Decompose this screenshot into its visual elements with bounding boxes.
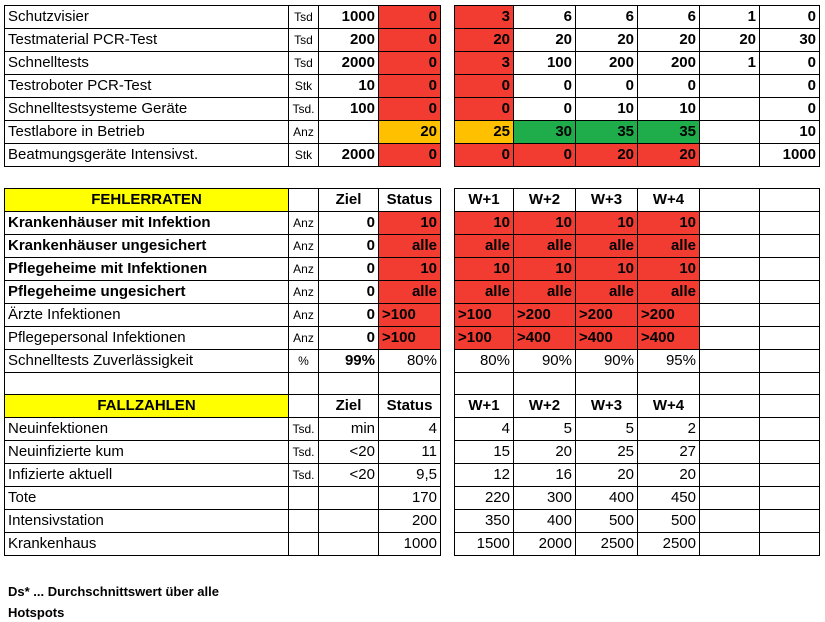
ds-cell: 1 — [700, 52, 760, 75]
w2-cell: 0 — [514, 75, 576, 98]
header-status: Status — [379, 189, 441, 212]
w2-cell: 10 — [514, 212, 576, 235]
w4-cell: 500 — [638, 510, 700, 533]
row-unit: Anz — [289, 304, 319, 327]
status-cell: 4 — [379, 418, 441, 441]
fallzahlen-header-row — [5, 395, 820, 418]
empty-cell — [760, 487, 820, 510]
status-cell: alle — [379, 235, 441, 258]
header-w1: W+1 — [455, 395, 514, 418]
ds-cell — [700, 98, 760, 121]
fallzahlen-row — [5, 533, 820, 556]
row-label: Ärzte Infektionen — [5, 304, 289, 327]
row-unit — [289, 533, 319, 556]
w3-cell: alle — [576, 235, 638, 258]
last-cell: 1000 — [760, 144, 820, 167]
empty-cell — [760, 189, 820, 212]
gap-cell — [441, 281, 455, 304]
row-label: Pflegeheime mit Infektionen — [5, 258, 289, 281]
ziel-cell: 0 — [319, 258, 379, 281]
w4-cell: 10 — [638, 212, 700, 235]
empty-cell — [760, 373, 820, 395]
row-unit: Stk — [289, 144, 319, 167]
spacer-row — [5, 373, 820, 395]
w4-cell: 2 — [638, 418, 700, 441]
w1-cell: 3 — [455, 6, 514, 29]
row-label: Testroboter PCR-Test — [5, 75, 289, 98]
ziel-cell: min — [319, 418, 379, 441]
w2-cell: alle — [514, 235, 576, 258]
row-unit: Anz — [289, 258, 319, 281]
w3-cell: 0 — [576, 75, 638, 98]
w3-cell: 400 — [576, 487, 638, 510]
target-cell: 2000 — [319, 144, 379, 167]
fehlerraten-row — [5, 235, 820, 258]
gap-cell — [441, 121, 455, 144]
w4-cell: >200 — [638, 304, 700, 327]
w4-cell: 35 — [638, 121, 700, 144]
header-w2: W+2 — [514, 189, 576, 212]
w2-cell: 100 — [514, 52, 576, 75]
fehlerraten-title: FEHLERRATEN — [5, 189, 289, 212]
w4-cell: 20 — [638, 144, 700, 167]
empty-cell — [760, 327, 820, 350]
empty-cell — [700, 441, 760, 464]
ds-cell: 20 — [700, 29, 760, 52]
empty-cell — [5, 373, 289, 395]
w3-cell: >200 — [576, 304, 638, 327]
w1-cell: 10 — [455, 258, 514, 281]
row-unit: Tsd. — [289, 464, 319, 487]
status-cell: 0 — [379, 144, 441, 167]
header-w4: W+4 — [638, 395, 700, 418]
empty-cell — [289, 189, 319, 212]
row-label: Tote — [5, 487, 289, 510]
fallzahlen-row — [5, 510, 820, 533]
gap-cell — [441, 395, 455, 418]
w3-cell: 2500 — [576, 533, 638, 556]
fehlerraten-row — [5, 281, 820, 304]
w3-cell: 500 — [576, 510, 638, 533]
row-unit — [289, 487, 319, 510]
status-cell: >100 — [379, 304, 441, 327]
w1-cell: 15 — [455, 441, 514, 464]
row-label: Beatmungsgeräte Intensivst. — [5, 144, 289, 167]
row-label: Neuinfektionen — [5, 418, 289, 441]
empty-cell — [700, 510, 760, 533]
gap-cell — [441, 418, 455, 441]
w1-cell: 25 — [455, 121, 514, 144]
w1-cell: 1500 — [455, 533, 514, 556]
supply-row — [5, 121, 820, 144]
gap-cell — [441, 212, 455, 235]
status-cell: 20 — [379, 121, 441, 144]
w4-cell: 20 — [638, 464, 700, 487]
gap-cell — [441, 304, 455, 327]
ds-cell — [700, 75, 760, 98]
w3-cell: 5 — [576, 418, 638, 441]
w4-cell: alle — [638, 281, 700, 304]
w4-cell: alle — [638, 235, 700, 258]
supply-row — [5, 144, 820, 167]
status-cell: 1000 — [379, 533, 441, 556]
w2-cell: 30 — [514, 121, 576, 144]
status-cell: 200 — [379, 510, 441, 533]
w4-cell: 20 — [638, 29, 700, 52]
w2-cell: 6 — [514, 6, 576, 29]
w3-cell: 20 — [576, 29, 638, 52]
status-cell: >100 — [379, 327, 441, 350]
ziel-cell: 0 — [319, 304, 379, 327]
empty-cell — [700, 304, 760, 327]
empty-cell — [700, 373, 760, 395]
row-label: Krankenhäuser mit Infektion — [5, 212, 289, 235]
target-cell: 100 — [319, 98, 379, 121]
empty-cell — [760, 464, 820, 487]
gap-cell — [441, 441, 455, 464]
ziel-cell: <20 — [319, 464, 379, 487]
w4-cell: 10 — [638, 98, 700, 121]
row-unit: Tsd — [289, 29, 319, 52]
supply-row — [5, 29, 820, 52]
w3-cell: 35 — [576, 121, 638, 144]
w2-cell: >400 — [514, 327, 576, 350]
fallzahlen-row — [5, 418, 820, 441]
row-unit: Anz — [289, 212, 319, 235]
row-unit: Tsd. — [289, 418, 319, 441]
empty-cell — [576, 373, 638, 395]
empty-cell — [700, 235, 760, 258]
empty-cell — [760, 212, 820, 235]
w1-cell: 4 — [455, 418, 514, 441]
header-w3: W+3 — [576, 189, 638, 212]
header-ziel: Ziel — [319, 189, 379, 212]
footnote-line1: Ds* ... Durchschnittswert über alle — [8, 584, 219, 599]
status-cell: 0 — [379, 75, 441, 98]
w2-cell: >200 — [514, 304, 576, 327]
fallzahlen-row — [5, 464, 820, 487]
w1-cell: 0 — [455, 144, 514, 167]
status-cell: 0 — [379, 29, 441, 52]
fehlerraten-header-row — [5, 189, 820, 212]
row-label: Schnelltests Zuverlässigkeit — [5, 350, 289, 373]
empty-cell — [700, 281, 760, 304]
w1-cell: 10 — [455, 212, 514, 235]
row-label: Krankenhäuser ungesichert — [5, 235, 289, 258]
empty-cell — [379, 373, 441, 395]
w4-cell: 95% — [638, 350, 700, 373]
empty-cell — [289, 395, 319, 418]
w1-cell: 3 — [455, 52, 514, 75]
status-cell: 170 — [379, 487, 441, 510]
fehlerraten-row — [5, 212, 820, 235]
empty-cell — [760, 418, 820, 441]
w3-cell: 200 — [576, 52, 638, 75]
gap-cell — [441, 350, 455, 373]
empty-cell — [700, 212, 760, 235]
status-cell: 11 — [379, 441, 441, 464]
status-cell: 10 — [379, 258, 441, 281]
empty-cell — [700, 327, 760, 350]
empty-cell — [700, 464, 760, 487]
header-w2: W+2 — [514, 395, 576, 418]
fehlerraten-row — [5, 258, 820, 281]
w2-cell: 2000 — [514, 533, 576, 556]
empty-cell — [700, 258, 760, 281]
row-unit: % — [289, 350, 319, 373]
w3-cell: 20 — [576, 144, 638, 167]
w3-cell: 6 — [576, 6, 638, 29]
w4-cell: 2500 — [638, 533, 700, 556]
w1-cell: 220 — [455, 487, 514, 510]
metrics-table — [4, 188, 820, 556]
empty-cell — [319, 373, 379, 395]
empty-cell — [289, 373, 319, 395]
w1-cell: alle — [455, 281, 514, 304]
w2-cell: 0 — [514, 144, 576, 167]
w3-cell: >400 — [576, 327, 638, 350]
supply-row — [5, 52, 820, 75]
empty-cell — [638, 373, 700, 395]
empty-cell — [514, 373, 576, 395]
row-unit: Tsd. — [289, 98, 319, 121]
w2-cell: 10 — [514, 258, 576, 281]
footnote-line2: Hotspots — [8, 605, 65, 620]
w2-cell: 5 — [514, 418, 576, 441]
row-label: Intensivstation — [5, 510, 289, 533]
ds-cell — [700, 144, 760, 167]
row-unit: Anz — [289, 121, 319, 144]
last-cell: 0 — [760, 98, 820, 121]
row-unit: Tsd. — [289, 441, 319, 464]
empty-cell — [700, 350, 760, 373]
target-cell — [319, 121, 379, 144]
gap-cell — [441, 189, 455, 212]
gap-cell — [441, 52, 455, 75]
row-unit: Stk — [289, 75, 319, 98]
status-cell: 9,5 — [379, 464, 441, 487]
ds-cell: 1 — [700, 6, 760, 29]
ziel-cell: 99% — [319, 350, 379, 373]
ziel-cell: 0 — [319, 235, 379, 258]
last-cell: 0 — [760, 52, 820, 75]
header-w3: W+3 — [576, 395, 638, 418]
empty-cell — [760, 533, 820, 556]
w2-cell: 20 — [514, 441, 576, 464]
row-label: Testlabore in Betrieb — [5, 121, 289, 144]
target-cell: 200 — [319, 29, 379, 52]
last-cell: 10 — [760, 121, 820, 144]
w4-cell: >400 — [638, 327, 700, 350]
supplies-table — [4, 5, 820, 167]
fehlerraten-row — [5, 327, 820, 350]
status-cell: 80% — [379, 350, 441, 373]
w2-cell: 400 — [514, 510, 576, 533]
gap-cell — [441, 235, 455, 258]
ziel-cell: 0 — [319, 281, 379, 304]
w2-cell: 20 — [514, 29, 576, 52]
ziel-cell: <20 — [319, 441, 379, 464]
empty-cell — [760, 350, 820, 373]
row-unit: Tsd — [289, 52, 319, 75]
header-w1: W+1 — [455, 189, 514, 212]
w3-cell: 10 — [576, 212, 638, 235]
w4-cell: 6 — [638, 6, 700, 29]
empty-cell — [760, 510, 820, 533]
gap-cell — [441, 327, 455, 350]
target-cell: 1000 — [319, 6, 379, 29]
empty-cell — [760, 258, 820, 281]
row-label: Pflegeheime ungesichert — [5, 281, 289, 304]
empty-cell — [760, 281, 820, 304]
fallzahlen-row — [5, 441, 820, 464]
target-cell: 10 — [319, 75, 379, 98]
w1-cell: 350 — [455, 510, 514, 533]
row-label: Pflegepersonal Infektionen — [5, 327, 289, 350]
supply-row — [5, 6, 820, 29]
w1-cell: >100 — [455, 304, 514, 327]
status-cell: 0 — [379, 98, 441, 121]
last-cell: 0 — [760, 75, 820, 98]
gap-cell — [441, 510, 455, 533]
w1-cell: >100 — [455, 327, 514, 350]
empty-cell — [700, 189, 760, 212]
empty-cell — [700, 395, 760, 418]
target-cell: 2000 — [319, 52, 379, 75]
gap-cell — [441, 464, 455, 487]
status-cell: 0 — [379, 52, 441, 75]
ziel-cell: 0 — [319, 327, 379, 350]
w4-cell: 450 — [638, 487, 700, 510]
empty-cell — [441, 373, 455, 395]
ziel-cell — [319, 510, 379, 533]
gap-cell — [441, 258, 455, 281]
w3-cell: 10 — [576, 98, 638, 121]
row-label: Schutzvisier — [5, 6, 289, 29]
row-label: Testmaterial PCR-Test — [5, 29, 289, 52]
ziel-cell — [319, 487, 379, 510]
row-unit: Anz — [289, 327, 319, 350]
row-unit: Tsd — [289, 6, 319, 29]
w3-cell: 25 — [576, 441, 638, 464]
w1-cell: 20 — [455, 29, 514, 52]
ds-cell — [700, 121, 760, 144]
header-status: Status — [379, 395, 441, 418]
w3-cell: 90% — [576, 350, 638, 373]
status-cell: 10 — [379, 212, 441, 235]
empty-cell — [700, 533, 760, 556]
gap-cell — [441, 487, 455, 510]
w3-cell: 20 — [576, 464, 638, 487]
w2-cell: 16 — [514, 464, 576, 487]
gap-cell — [441, 75, 455, 98]
row-label: Neuinfizierte kum — [5, 441, 289, 464]
fallzahlen-title: FALLZAHLEN — [5, 395, 289, 418]
empty-cell — [760, 395, 820, 418]
empty-cell — [455, 373, 514, 395]
gap-cell — [441, 6, 455, 29]
w4-cell: 200 — [638, 52, 700, 75]
fehlerraten-row — [5, 350, 820, 373]
ziel-cell: 0 — [319, 212, 379, 235]
status-cell: alle — [379, 281, 441, 304]
ziel-cell — [319, 533, 379, 556]
w1-cell: 80% — [455, 350, 514, 373]
w1-cell: alle — [455, 235, 514, 258]
header-ziel: Ziel — [319, 395, 379, 418]
w4-cell: 0 — [638, 75, 700, 98]
gap-cell — [441, 29, 455, 52]
fallzahlen-row — [5, 487, 820, 510]
w4-cell: 27 — [638, 441, 700, 464]
w2-cell: 300 — [514, 487, 576, 510]
supply-row — [5, 98, 820, 121]
w2-cell: 90% — [514, 350, 576, 373]
w3-cell: alle — [576, 281, 638, 304]
w1-cell: 0 — [455, 98, 514, 121]
gap-cell — [441, 533, 455, 556]
empty-cell — [760, 235, 820, 258]
supply-row — [5, 75, 820, 98]
status-cell: 0 — [379, 6, 441, 29]
row-label: Infizierte aktuell — [5, 464, 289, 487]
empty-cell — [760, 304, 820, 327]
w2-cell: 0 — [514, 98, 576, 121]
empty-cell — [700, 418, 760, 441]
row-label: Schnelltests — [5, 52, 289, 75]
row-label: Krankenhaus — [5, 533, 289, 556]
empty-cell — [760, 441, 820, 464]
header-w4: W+4 — [638, 189, 700, 212]
gap-cell — [441, 98, 455, 121]
empty-cell — [700, 487, 760, 510]
w1-cell: 0 — [455, 75, 514, 98]
last-cell: 30 — [760, 29, 820, 52]
w1-cell: 12 — [455, 464, 514, 487]
row-unit: Anz — [289, 235, 319, 258]
w4-cell: 10 — [638, 258, 700, 281]
gap-cell — [441, 144, 455, 167]
row-label: Schnelltestsysteme Geräte — [5, 98, 289, 121]
fehlerraten-row — [5, 304, 820, 327]
last-cell: 0 — [760, 6, 820, 29]
w3-cell: 10 — [576, 258, 638, 281]
row-unit: Anz — [289, 281, 319, 304]
w2-cell: alle — [514, 281, 576, 304]
row-unit — [289, 510, 319, 533]
